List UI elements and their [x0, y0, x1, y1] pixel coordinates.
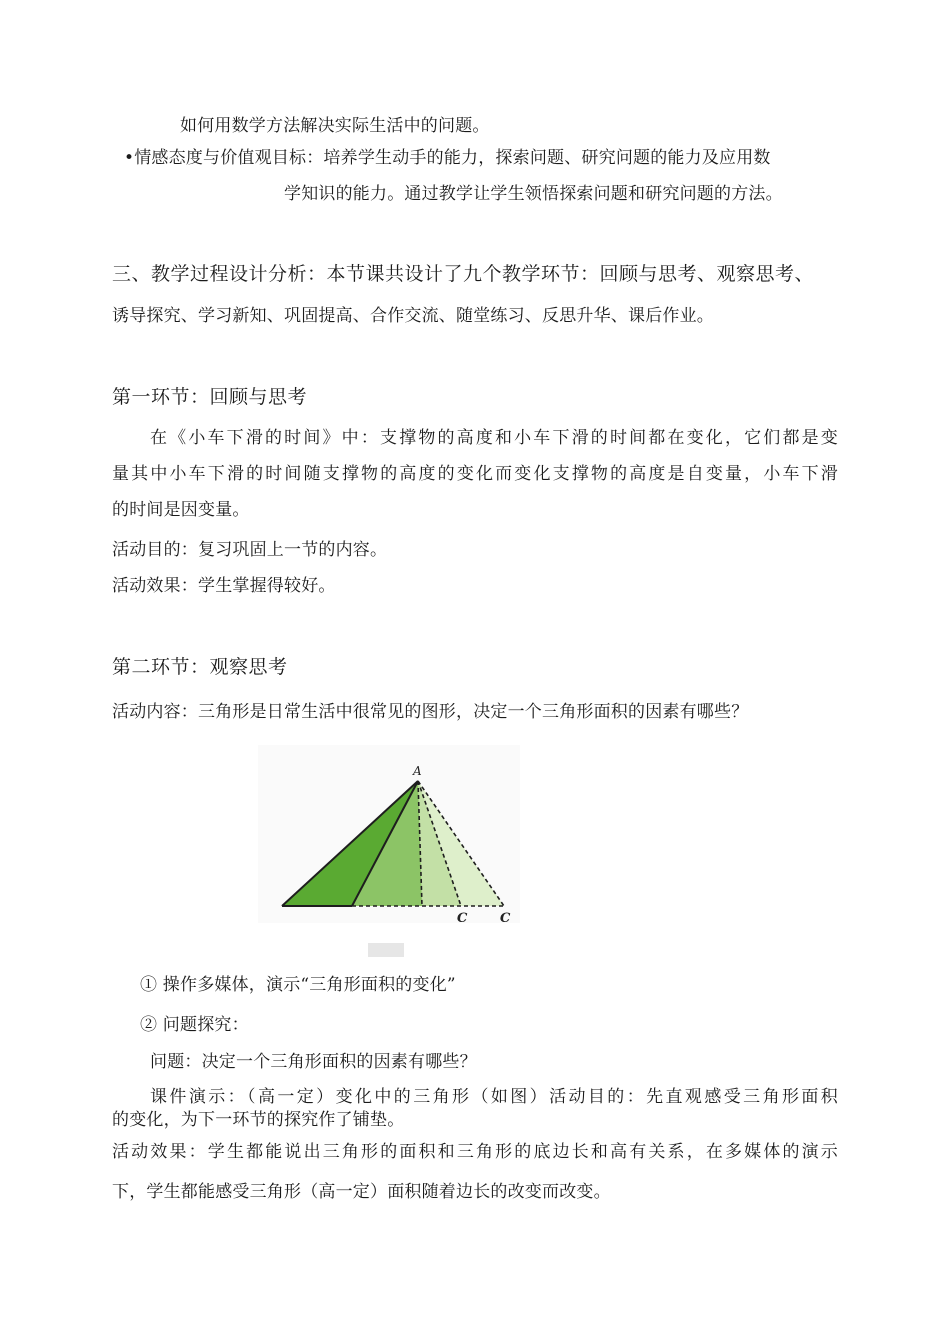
step2-content: 活动内容：三角形是日常生活中很常见的图形，决定一个三角形面积的因素有哪些？: [112, 702, 749, 722]
emotion-objective-line1: 情感态度与价值观目标：培养学生动手的能力，探索问题、研究问题的能力及应用数: [134, 148, 771, 168]
step2-item2: ② 问题探究：: [140, 1015, 249, 1035]
triangle-figure-svg: [258, 745, 520, 965]
label-c2: C: [500, 911, 511, 926]
triangle-area-figure: [258, 745, 520, 965]
step2-demo-line1: 课件演示：（高一定）变化中的三角形（如图）活动目的：先直观感受三角形面积: [150, 1087, 838, 1107]
emotion-objective: [124, 146, 771, 170]
bullet-dot: •: [124, 148, 135, 168]
step2-effect-line2: 下，学生都能感受三角形（高一定）面积随着边长的改变而改变。: [112, 1182, 611, 1202]
section3-line2: 诱导探究、学习新知、巩固提高、合作交流、随堂练习、反思升华、课后作业。: [112, 306, 714, 326]
emotion-objective-line2: 学知识的能力。通过教学让学生领悟探索问题和研究问题的方法。: [284, 184, 783, 204]
step1-paragraph-line1: 在《小车下滑的时间》中：支撑物的高度和小车下滑的时间都在变化，它们都是变: [150, 428, 838, 448]
step1-paragraph-line3: 的时间是因变量。: [112, 500, 250, 520]
step2-demo-line2: 的变化，为下一环节的探究作了铺垫。: [112, 1110, 405, 1130]
step1-title: 第一环节：回顾与思考: [112, 386, 308, 408]
step2-effect-line1: 活动效果：学生都能说出三角形的面积和三角形的底边长和高有关系，在多媒体的演示: [112, 1142, 838, 1162]
faded-caption: [368, 943, 404, 957]
label-a: A: [413, 764, 422, 778]
step1-paragraph-line2: 量其中小车下滑的时间随支撑物的高度的变化而变化支撑物的高度是自变量，小车下滑: [112, 464, 838, 484]
step2-title: 第二环节：观察思考: [112, 656, 288, 678]
section3-line1: 三、教学过程设计分析：本节课共设计了九个教学环节：回顾与思考、观察思考、: [112, 263, 815, 285]
label-c1: C: [457, 911, 468, 926]
objective-line: 如何用数学方法解决实际生活中的问题。: [180, 116, 490, 136]
step1-goal: 活动目的：复习巩固上一节的内容。: [112, 540, 388, 560]
step1-effect: 活动效果：学生掌握得较好。: [112, 576, 336, 596]
step2-question: 问题：决定一个三角形面积的因素有哪些？: [150, 1052, 477, 1072]
step2-item1: ① 操作多媒体，演示“三角形面积的变化”: [140, 975, 456, 995]
